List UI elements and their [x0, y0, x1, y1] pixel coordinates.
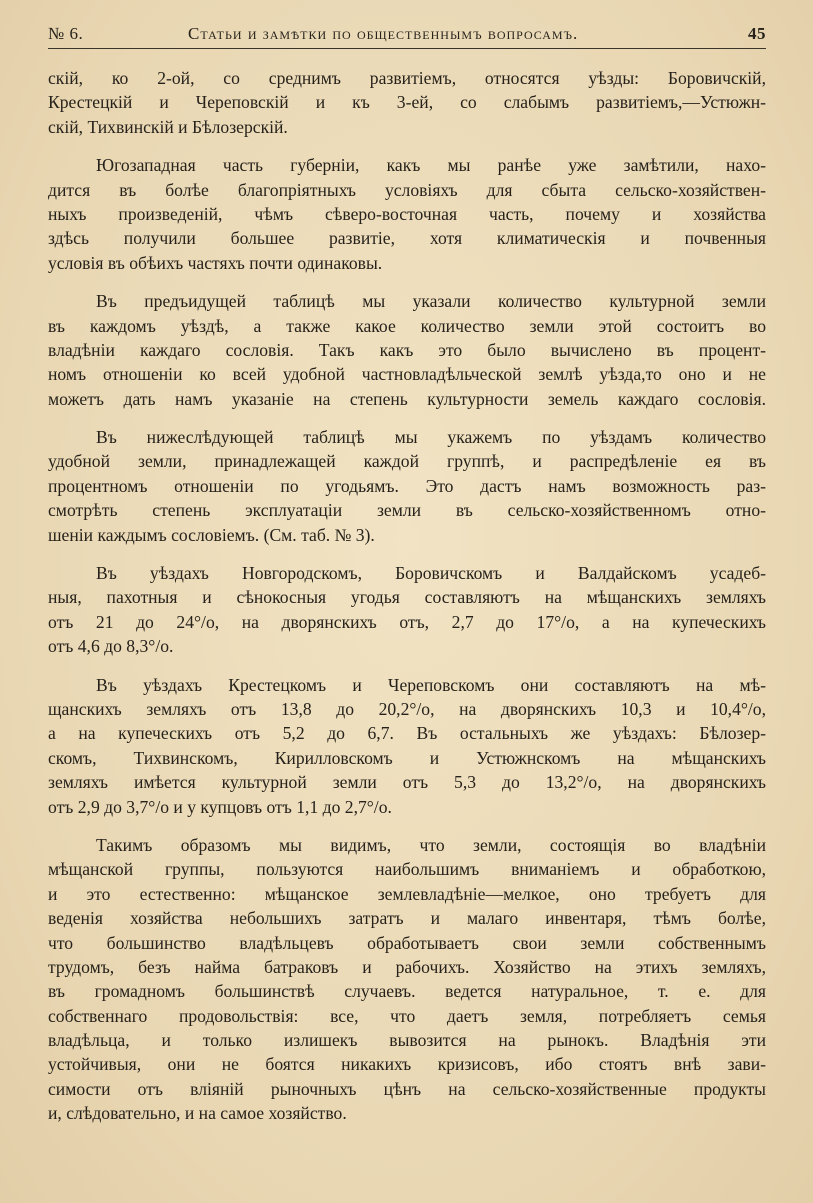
text-line: отъ 21 до 24°/o, на дворянскихъ отъ, 2,7 до 17°/o, а на купеческихъ	[48, 611, 766, 632]
text-line: владѣніи каждаго сословія. Такъ какъ это было вычислено въ процент-	[48, 339, 766, 360]
text-line: устойчивыя, они не боятся никакихъ кризисовъ, ибо стоятъ внѣ зави-	[48, 1054, 766, 1075]
text-line: земляхъ имѣется культурной земли отъ 5,3 до 13,2°/o, на дворянскихъ	[48, 772, 766, 793]
article-body	[48, 66, 766, 1126]
text-line: собственнаго продовольствія: все, что даетъ земля, потребляетъ семья	[48, 1005, 766, 1026]
header-rule	[48, 48, 766, 49]
running-title: Статьи и замѣтки по общественнымъ вопросамъ.	[188, 24, 579, 43]
text-line: Въ нижеслѣдующей таблицѣ мы укажемъ по уѣздамъ количество	[96, 427, 766, 448]
issue-number: № 6.	[48, 24, 84, 43]
text-line: шеніи каждымъ сословіемъ. (См. таб. № 3).	[48, 524, 375, 545]
paragraph-1	[48, 66, 766, 139]
text-line: владѣльца, и только излишекъ вывозится на рынокъ. Владѣнія эти	[48, 1030, 766, 1051]
text-line: можетъ дать намъ указаніе на степень культурности земель каждаго сословія.	[48, 388, 766, 409]
text-line: Такимъ образомъ мы видимъ, что земли, состоящія во владѣніи	[96, 834, 766, 855]
text-line: скій, Тихвинскій и Бѣлозерскій.	[48, 116, 288, 137]
text-line: и, слѣдовательно, и на самое хозяйство.	[48, 1103, 347, 1124]
page-number: 45	[748, 24, 766, 43]
paragraph-6	[48, 673, 766, 819]
text-line: веденія хозяйства небольшихъ затратъ и малаго инвентаря, тѣмъ болѣе,	[48, 908, 766, 929]
text-line: дится въ болѣе благопріятныхъ условіяхъ для сбыта сельско-хозяйствен-	[48, 179, 766, 200]
paragraph-2	[48, 153, 766, 275]
text-line: здѣсь получили большее развитіе, хотя климатическія и почвенныя	[48, 228, 766, 249]
text-line: симости отъ вліяній рыночныхъ цѣнъ на сельско-хозяйственные продукты	[48, 1078, 766, 1099]
text-line: трудомъ, безъ найма батраковъ и рабочихъ. Хозяйство на этихъ земляхъ,	[48, 956, 766, 977]
text-line: мѣщанской группы, пользуются наибольшимъ вниманіемъ и обработкою,	[48, 859, 766, 880]
running-header	[48, 20, 766, 50]
paragraph-3	[48, 289, 766, 411]
text-line: въ громадномъ большинствѣ случаевъ. ведется натуральное, т. е. для	[48, 981, 766, 1002]
text-line: ныхъ произведеній, чѣмъ сѣверо-восточная часть, почему и хозяйства	[48, 203, 766, 224]
text-line: удобной земли, принадлежащей каждой группѣ, и распредѣленіе ея въ	[48, 451, 766, 472]
text-line: скомъ, Тихвинскомъ, Кирилловскомъ и Устюжнскомъ на мѣщанскихъ	[48, 747, 766, 768]
text-line: что большинство владѣльцевъ обработываетъ свои земли собственнымъ	[48, 932, 766, 953]
text-line: Въ предъидущей таблицѣ мы указали количество культурной земли	[96, 291, 766, 312]
paragraph-7	[48, 833, 766, 1126]
text-line: и это естественно: мѣщанское землевладѣніе—мелкое, оно требуетъ для	[48, 883, 766, 904]
paragraph-5	[48, 561, 766, 659]
text-line: Въ уѣздахъ Крестецкомъ и Череповскомъ они составляютъ на мѣ-	[96, 674, 766, 695]
text-line: скій, ко 2-ой, со среднимъ развитіемъ, относятся уѣзды: Боровичскій,	[48, 68, 766, 88]
text-line: отъ 2,9 до 3,7°/o и у купцовъ отъ 1,1 до 2,7°/o.	[48, 796, 392, 817]
text-line: номъ отношеніи ко всей удобной частновладѣльческой землѣ уѣзда,то оно и не	[48, 364, 766, 385]
text-line: условія въ обѣихъ частяхъ почти одинаковы.	[48, 252, 383, 273]
text-line: Югозападная часть губерніи, какъ мы ранѣе уже замѣтили, нахо-	[96, 155, 766, 176]
text-line: Крестецкій и Череповскій и къ 3-ей, со слабымъ развитіемъ,—Устюжн-	[48, 92, 766, 113]
text-line: въ каждомъ уѣздѣ, а также какое количество земли этой состоитъ во	[48, 315, 766, 336]
text-line: щанскихъ земляхъ отъ 13,8 до 20,2°/o, на дворянскихъ 10,3 и 10,4°/o,	[48, 698, 766, 719]
text-line: процентномъ отношеніи по угодьямъ. Это дастъ намъ возможность раз-	[48, 475, 766, 496]
text-line: а на купеческихъ отъ 5,2 до 6,7. Въ остальныхъ же уѣздахъ: Бѣлозер-	[48, 723, 766, 744]
text-line: Въ уѣздахъ Новгородскомъ, Боровичскомъ и Валдайскомъ усадеб-	[96, 563, 766, 584]
text-line: отъ 4,6 до 8,3°/o.	[48, 636, 174, 657]
text-line: ныя, пахотныя и сѣнокосныя угодья составляютъ на мѣщанскихъ земляхъ	[48, 587, 766, 608]
paragraph-4	[48, 425, 766, 547]
text-line: смотрѣть степень эксплуатаціи земли въ сельско-хозяйственномъ отно-	[48, 500, 766, 521]
